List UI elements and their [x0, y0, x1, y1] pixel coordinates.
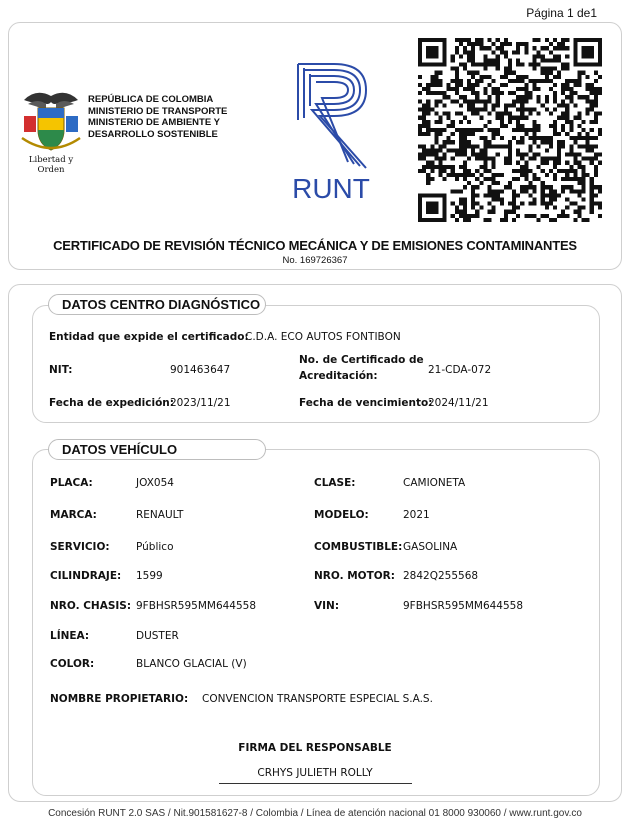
cilindraje-value: 1599 — [136, 570, 163, 582]
chasis-value: 9FBHSR595MM644558 — [136, 600, 257, 612]
ministry-line: MINISTERIO DE AMBIENTE Y — [88, 117, 220, 128]
vin-label: VIN: — [314, 600, 340, 612]
marca-label: MARCA: — [50, 509, 97, 521]
footer: Concesión RUNT 2.0 SAS / Nit.901581627-8 / Colombia / Línea de atención nacional 01 8000 930060 / www.runt.gov.co — [48, 808, 582, 819]
clase-value: CAMIONETA — [403, 477, 466, 489]
expedicion-label: Fecha de expedición: — [49, 397, 174, 409]
nit-value: 901463647 — [170, 364, 231, 376]
signature-line — [219, 783, 412, 784]
vencimiento-value: 2024/11/21 — [428, 397, 489, 409]
servicio-label: SERVICIO: — [50, 541, 110, 553]
ministry-line: MINISTERIO DE TRANSPORTE — [88, 105, 228, 117]
chasis-label: NRO. CHASIS: — [50, 600, 132, 612]
centro-heading: DATOS CENTRO DIAGNÓSTICO — [48, 294, 266, 315]
ministry-line: REPÚBLICA DE COLOMBIA — [88, 94, 214, 105]
colombia-seal-icon — [20, 86, 82, 166]
ministry-block — [88, 94, 227, 140]
runt-logo — [286, 60, 376, 205]
placa-value: JOX054 — [136, 477, 174, 489]
combustible-label: COMBUSTIBLE: — [314, 541, 403, 553]
servicio-value: Público — [136, 541, 174, 553]
expedicion-value: 2023/11/21 — [170, 397, 231, 409]
marca-value: RENAULT — [136, 509, 184, 521]
clase-label: CLASE: — [314, 477, 356, 489]
cilindraje-label: CILINDRAJE: — [50, 570, 122, 582]
page-number: Página 1 de1 — [526, 6, 597, 20]
qr-code — [418, 38, 602, 222]
combustible-value: GASOLINA — [403, 541, 458, 553]
motor-label: NRO. MOTOR: — [314, 570, 395, 582]
vehiculo-heading: DATOS VEHÍCULO — [48, 439, 266, 460]
firma-name: CRHYS JULIETH ROLLY — [257, 767, 373, 779]
acreditacion-label-1: No. de Certificado de — [299, 354, 424, 366]
propietario-label: NOMBRE PROPIETARIO: — [50, 693, 189, 705]
seal-caption: Libertad y Orden — [28, 155, 74, 175]
color-label: COLOR: — [50, 658, 95, 670]
vin-value: 9FBHSR595MM644558 — [403, 600, 524, 612]
linea-label: LÍNEA: — [50, 630, 90, 642]
color-value: BLANCO GLACIAL (V) — [136, 658, 247, 670]
modelo-value: 2021 — [403, 509, 430, 521]
acreditacion-value: 21-CDA-072 — [428, 364, 492, 376]
nit-label: NIT: — [49, 364, 73, 376]
placa-label: PLACA: — [50, 477, 93, 489]
propietario-value: CONVENCION TRANSPORTE ESPECIAL S.A.S. — [202, 693, 433, 705]
firma-label: FIRMA DEL RESPONSABLE — [238, 742, 392, 754]
ministry-line: DESARROLLO SOSTENIBLE — [88, 128, 218, 140]
entidad-label: Entidad que expide el certificado: — [49, 331, 249, 343]
vencimiento-label: Fecha de vencimiento: — [299, 397, 433, 409]
certificate-number: No. 169726367 — [282, 255, 348, 266]
acreditacion-label-2: Acreditación: — [299, 370, 378, 382]
runt-logo-text: RUNT — [292, 173, 370, 204]
certificate-title: CERTIFICADO DE REVISIÓN TÉCNICO MECÁNICA Y DE EMISIONES CONTAMINANTES — [53, 238, 577, 253]
linea-value: DUSTER — [136, 630, 179, 642]
entidad-value: C.D.A. ECO AUTOS FONTIBON — [245, 331, 401, 343]
motor-value: 2842Q255568 — [403, 570, 479, 582]
modelo-label: MODELO: — [314, 509, 369, 521]
